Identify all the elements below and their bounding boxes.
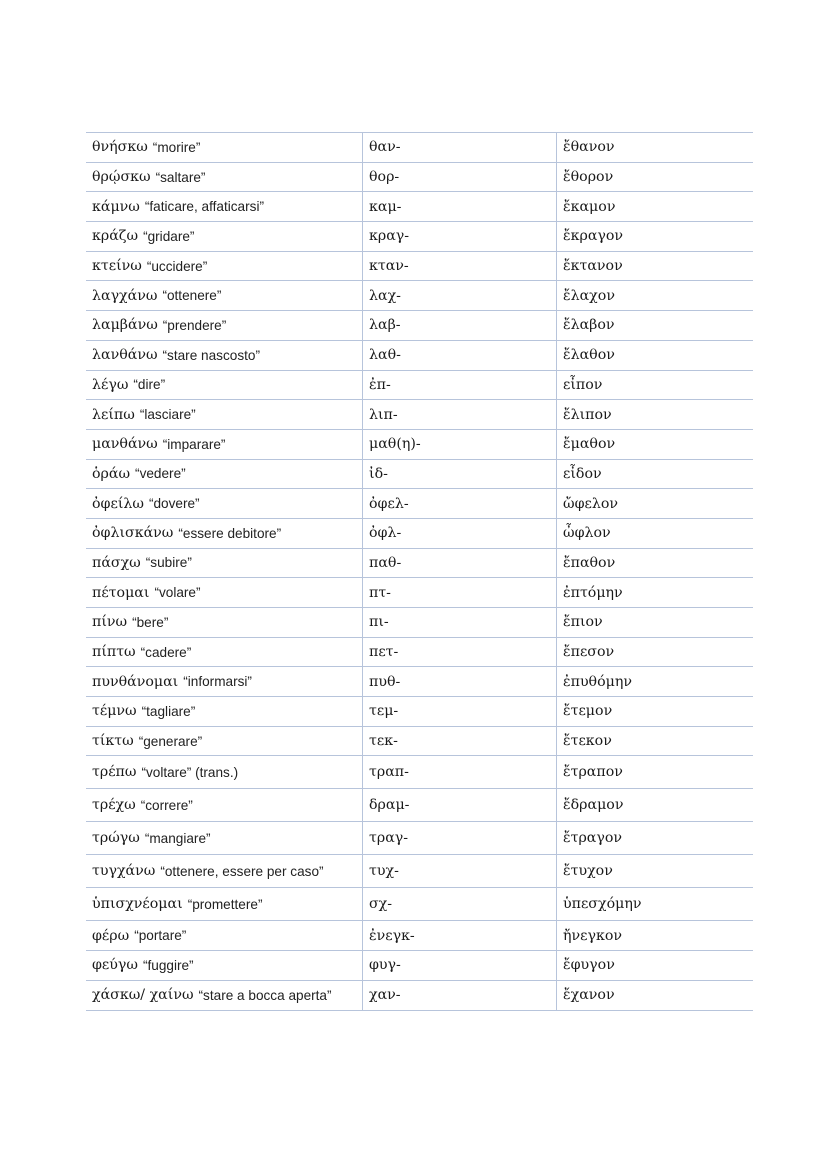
stem-cell: λαβ- xyxy=(363,311,557,340)
stem-cell: πετ- xyxy=(363,638,557,667)
verb-meaning: “ottenere, essere per caso” xyxy=(160,863,324,879)
stem-cell: πυθ- xyxy=(363,667,557,696)
verb-meaning: “cadere” xyxy=(140,644,192,660)
aorist-cell: ἔπαθον xyxy=(563,554,616,571)
verb-cell xyxy=(86,855,363,887)
stem-cell: ἰδ- xyxy=(363,460,557,489)
verb-cell xyxy=(86,789,363,821)
table-row xyxy=(86,163,753,193)
aorist-cell: ἔθορον xyxy=(563,169,614,186)
aorist-cell: ἔλαχον xyxy=(563,287,615,304)
aorist-cell: ἔδραμον xyxy=(563,797,624,814)
verb-meaning: “mangiare” xyxy=(144,830,211,846)
verb-meaning: “saltare” xyxy=(155,169,206,185)
verb-meaning: “vedere” xyxy=(135,466,186,482)
table-row xyxy=(86,667,753,697)
verb-meaning: “tagliare” xyxy=(141,703,196,719)
stem-cell: θαν- xyxy=(363,133,557,162)
aorist-cell: ἐπτόμην xyxy=(563,584,623,601)
stem-cell: ἐνεγκ- xyxy=(363,921,557,950)
verb-cell xyxy=(86,756,363,788)
verb-present: ὀφλισκάνω xyxy=(92,525,174,542)
verb-meaning: “lasciare” xyxy=(139,407,196,423)
stem-cell: σχ- xyxy=(363,888,557,920)
aorist-cell: ἔτραγον xyxy=(563,830,623,847)
verb-cell xyxy=(86,549,363,578)
verb-cell xyxy=(86,371,363,400)
stem-cell: φυγ- xyxy=(363,951,557,980)
aorist-cell: ἔκραγον xyxy=(563,228,624,245)
stem-cell: πτ- xyxy=(363,578,557,607)
verb-meaning: “stare a bocca aperta” xyxy=(198,987,332,1003)
stem-cell: τεκ- xyxy=(363,727,557,756)
verb-present: ὁράω xyxy=(92,465,131,482)
aorist-cell: ἔτραπον xyxy=(563,764,623,781)
aorist-cell: ἔλιπον xyxy=(563,406,612,423)
verb-cell xyxy=(86,281,363,310)
verb-meaning: “ottenere” xyxy=(162,288,222,304)
verb-cell xyxy=(86,311,363,340)
table-row xyxy=(86,638,753,668)
aorist-cell: ἔχανον xyxy=(563,987,615,1004)
aorist-cell: ὦφλον xyxy=(563,525,611,542)
table-row xyxy=(86,371,753,401)
verb-meaning: “imparare” xyxy=(162,436,226,452)
table-row xyxy=(86,951,753,981)
table-row xyxy=(86,981,753,1011)
verb-present: θρῴσκω xyxy=(92,169,151,186)
stem-cell: τυχ- xyxy=(363,855,557,887)
stem-cell: ἐπ- xyxy=(363,371,557,400)
verb-present: κράζω xyxy=(92,228,139,245)
verb-meaning: “essere debitore” xyxy=(178,525,282,541)
stem-cell: λιπ- xyxy=(363,400,557,429)
verb-meaning: “correre” xyxy=(140,797,193,813)
aorist-cell: ἔτεμον xyxy=(563,703,613,720)
aorist-cell: ὑπεσχόμην xyxy=(563,896,642,913)
verb-cell xyxy=(86,163,363,192)
table-row xyxy=(86,888,753,921)
table-row xyxy=(86,549,753,579)
verb-meaning: “morire” xyxy=(152,139,201,155)
aorist-cell: ἔμαθον xyxy=(563,436,616,453)
table-row xyxy=(86,192,753,222)
verb-meaning: “dovere” xyxy=(148,496,200,512)
table-row xyxy=(86,222,753,252)
verb-cell xyxy=(86,460,363,489)
verb-cell xyxy=(86,341,363,370)
table-row xyxy=(86,489,753,519)
verb-cell xyxy=(86,888,363,920)
stem-cell: μαθ(η)- xyxy=(363,430,557,459)
verb-present: λανθάνω xyxy=(92,347,158,364)
verb-meaning: “fuggire” xyxy=(142,957,194,973)
verb-cell xyxy=(86,921,363,950)
verb-present: τίκτω xyxy=(92,733,134,750)
aorist-cell: εἶπον xyxy=(563,376,603,393)
verb-present: φέρω xyxy=(92,927,130,944)
table-row xyxy=(86,697,753,727)
table-row xyxy=(86,727,753,757)
aorist-cell: ἔτεκον xyxy=(563,733,612,750)
aorist-cell: ἔκτανον xyxy=(563,258,623,275)
verb-cell xyxy=(86,489,363,518)
verb-meaning: “subire” xyxy=(145,555,192,571)
verb-cell xyxy=(86,430,363,459)
verb-meaning: “informarsi” xyxy=(183,674,252,690)
verb-cell xyxy=(86,608,363,637)
stem-cell: λαθ- xyxy=(363,341,557,370)
aorist-cell: ἔτυχον xyxy=(563,863,613,880)
verb-cell xyxy=(86,519,363,548)
verb-meaning: “prendere” xyxy=(162,317,227,333)
aorist-cell: ἔπεσον xyxy=(563,644,615,661)
verb-table xyxy=(86,132,753,1011)
verb-present: πίπτω xyxy=(92,644,136,661)
verb-present: πυνθάνομαι xyxy=(92,673,179,690)
aorist-cell: ἔπιον xyxy=(563,614,603,631)
aorist-cell: ἔκαμον xyxy=(563,198,616,215)
stem-cell: ὀφλ- xyxy=(363,519,557,548)
verb-meaning: “gridare” xyxy=(143,228,195,244)
stem-cell: ὀφελ- xyxy=(363,489,557,518)
verb-cell xyxy=(86,981,363,1010)
verb-cell xyxy=(86,697,363,726)
verb-present: μανθάνω xyxy=(92,436,158,453)
verb-cell xyxy=(86,400,363,429)
verb-meaning: “dire” xyxy=(133,377,166,393)
table-row xyxy=(86,789,753,822)
verb-present: τέμνω xyxy=(92,703,137,720)
verb-meaning: “promettere” xyxy=(187,896,263,912)
verb-cell xyxy=(86,222,363,251)
verb-cell xyxy=(86,638,363,667)
table-row xyxy=(86,400,753,430)
stem-cell: τραπ- xyxy=(363,756,557,788)
verb-meaning: “bere” xyxy=(132,614,169,630)
verb-present: ὀφείλω xyxy=(92,495,144,512)
aorist-cell: εἶδον xyxy=(563,465,602,482)
stem-cell: κραγ- xyxy=(363,222,557,251)
table-row xyxy=(86,822,753,855)
table-row xyxy=(86,608,753,638)
aorist-cell: ἔφυγον xyxy=(563,957,615,974)
table-row xyxy=(86,133,753,163)
verb-present: κτείνω xyxy=(92,258,142,275)
verb-present: λαμβάνω xyxy=(92,317,158,334)
verb-present: τρέχω xyxy=(92,797,136,814)
aorist-cell: ὤφελον xyxy=(563,495,619,512)
table-row xyxy=(86,756,753,789)
verb-meaning: “volare” xyxy=(154,585,201,601)
stem-cell: χαν- xyxy=(363,981,557,1010)
table-row xyxy=(86,921,753,951)
verb-present: τρώγω xyxy=(92,830,140,847)
verb-present: χάσκω/ χαίνω xyxy=(92,987,194,1004)
verb-cell xyxy=(86,252,363,281)
table-row xyxy=(86,519,753,549)
verb-meaning: “faticare, affaticarsi” xyxy=(144,199,264,215)
stem-cell: δραμ- xyxy=(363,789,557,821)
stem-cell: πι- xyxy=(363,608,557,637)
table-row xyxy=(86,430,753,460)
stem-cell: κταν- xyxy=(363,252,557,281)
aorist-cell: ἔλαβον xyxy=(563,317,615,334)
verb-present: λείπω xyxy=(92,406,135,423)
verb-present: θνήσκω xyxy=(92,139,148,156)
table-row xyxy=(86,281,753,311)
table-row xyxy=(86,460,753,490)
table-row xyxy=(86,855,753,888)
stem-cell: καμ- xyxy=(363,192,557,221)
table-row xyxy=(86,341,753,371)
stem-cell: θορ- xyxy=(363,163,557,192)
stem-cell: τραγ- xyxy=(363,822,557,854)
verb-present: τρέπω xyxy=(92,764,137,781)
verb-present: τυγχάνω xyxy=(92,863,156,880)
verb-cell xyxy=(86,951,363,980)
verb-present: κάμνω xyxy=(92,198,140,215)
verb-present: πίνω xyxy=(92,614,128,631)
table-row xyxy=(86,311,753,341)
aorist-cell: ἐπυθόμην xyxy=(563,673,632,690)
table-row xyxy=(86,578,753,608)
verb-present: φεύγω xyxy=(92,957,138,974)
verb-meaning: “generare” xyxy=(138,733,203,749)
verb-cell xyxy=(86,727,363,756)
verb-cell xyxy=(86,133,363,162)
stem-cell: παθ- xyxy=(363,549,557,578)
verb-cell xyxy=(86,822,363,854)
verb-meaning: “voltare” (trans.) xyxy=(141,764,239,780)
verb-cell xyxy=(86,192,363,221)
verb-present: λαγχάνω xyxy=(92,287,158,304)
verb-present: πέτομαι xyxy=(92,584,150,601)
verb-present: λέγω xyxy=(92,376,129,393)
aorist-cell: ἤνεγκον xyxy=(563,927,622,944)
verb-cell xyxy=(86,578,363,607)
verb-cell xyxy=(86,667,363,696)
aorist-cell: ἔθανον xyxy=(563,139,615,156)
table-row xyxy=(86,252,753,282)
verb-meaning: “uccidere” xyxy=(146,258,208,274)
verb-meaning: “portare” xyxy=(134,928,187,944)
stem-cell: λαχ- xyxy=(363,281,557,310)
aorist-cell: ἔλαθον xyxy=(563,347,615,364)
verb-present: ὑπισχνέομαι xyxy=(92,896,183,913)
verb-meaning: “stare nascosto” xyxy=(162,347,260,363)
verb-present: πάσχω xyxy=(92,554,141,571)
stem-cell: τεμ- xyxy=(363,697,557,726)
